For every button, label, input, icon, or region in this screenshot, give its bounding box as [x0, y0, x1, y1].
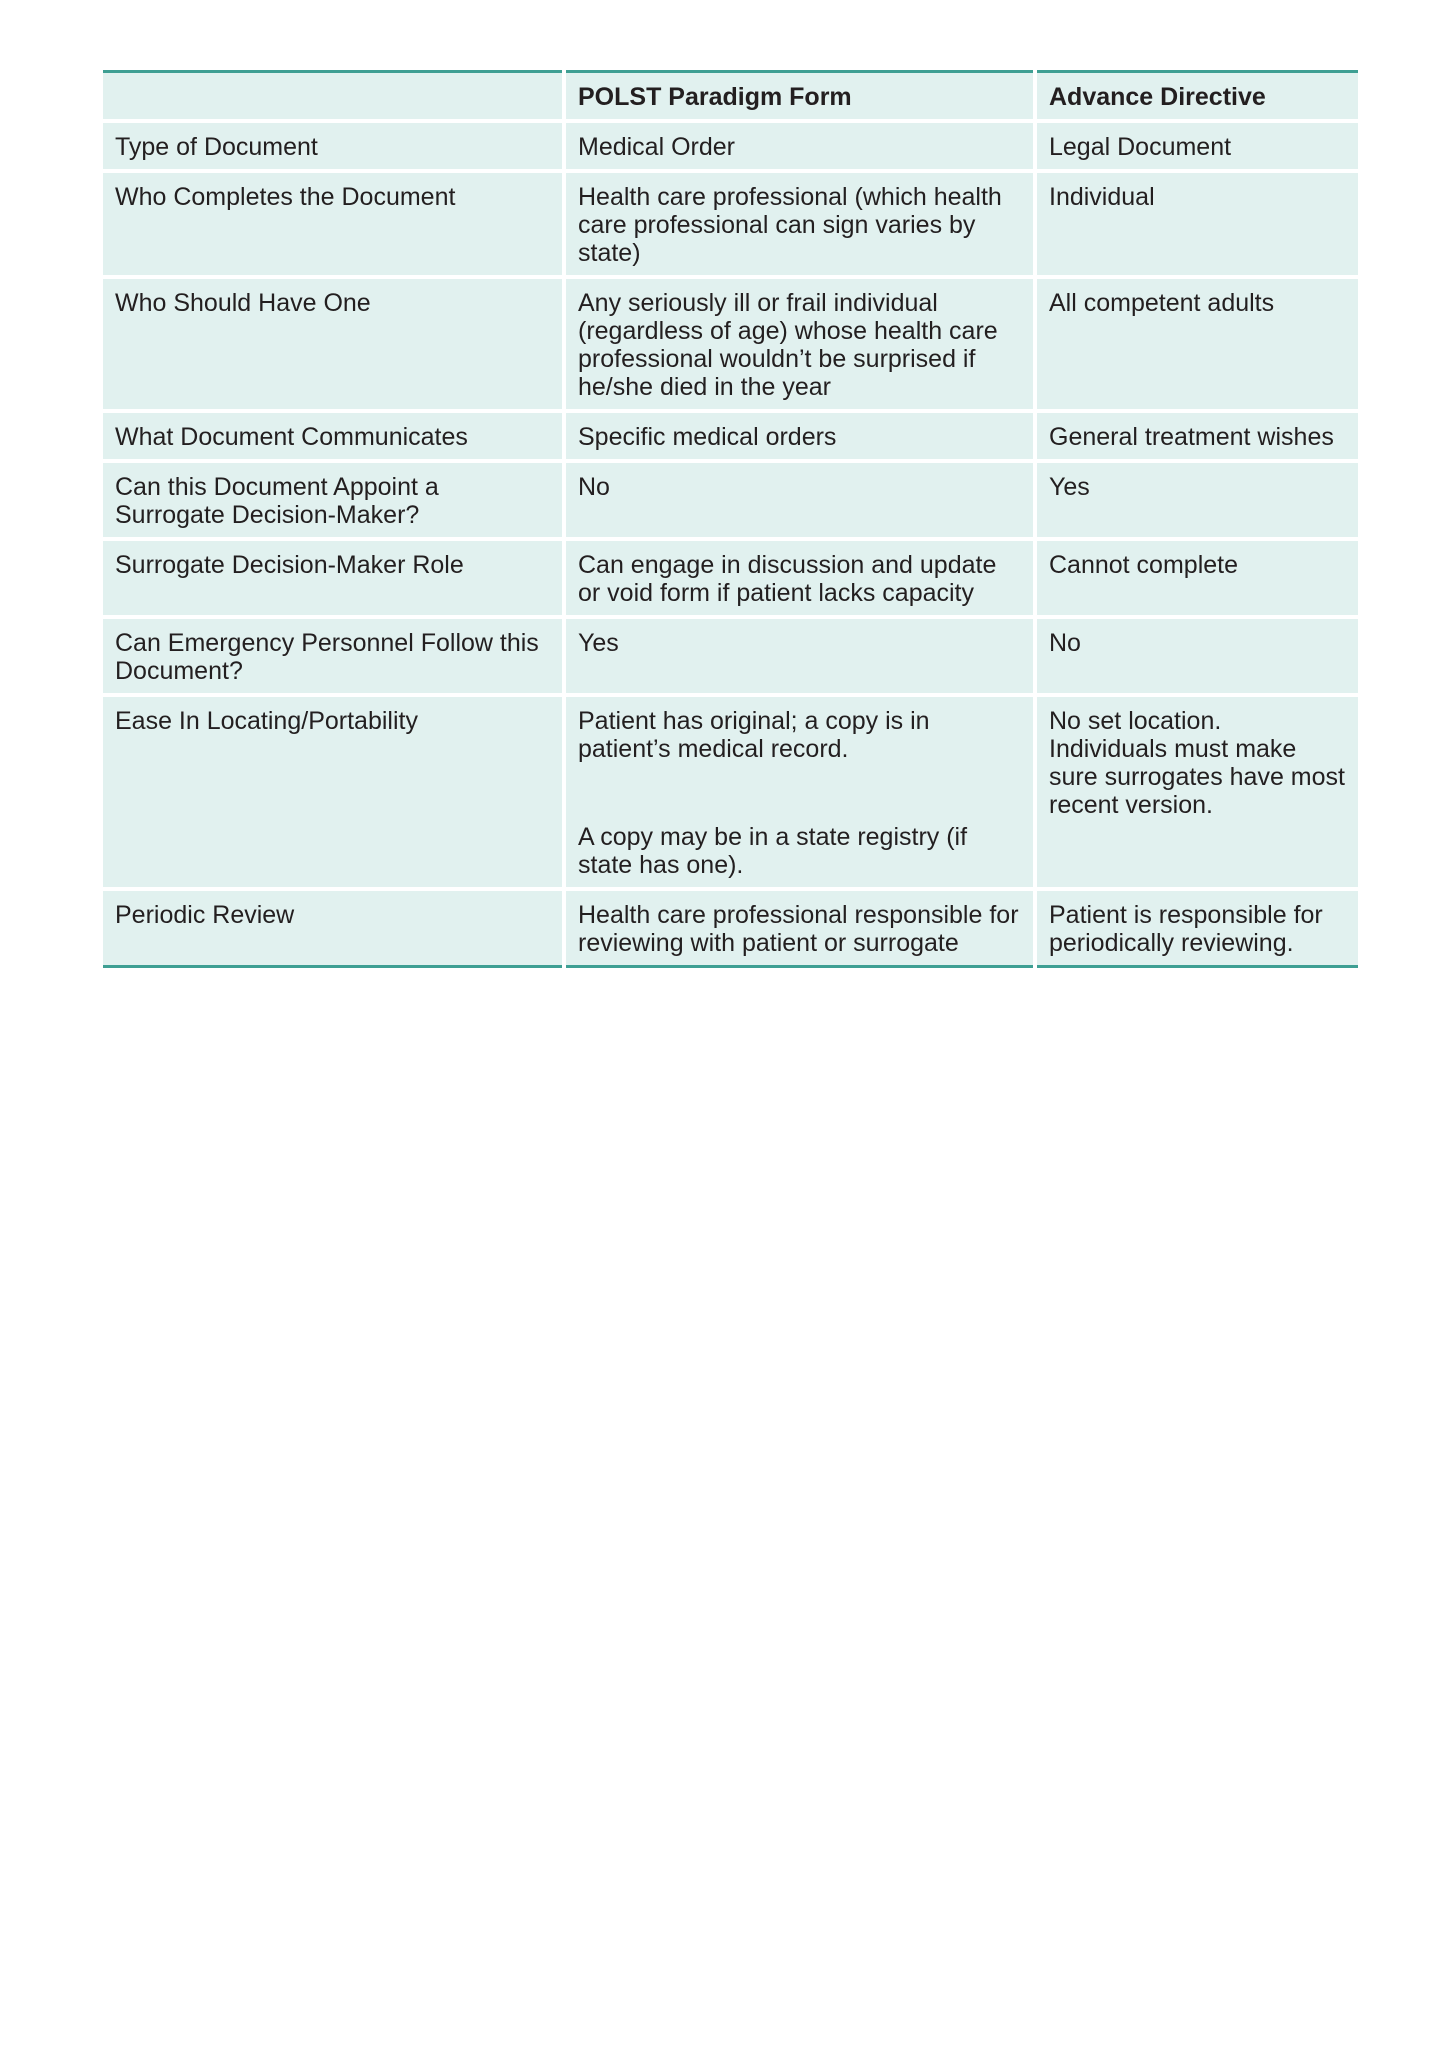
advance-directive-cell: Cannot complete [1035, 539, 1358, 617]
row-label: Can Emergency Personnel Follow this Document? [103, 617, 564, 695]
polst-cell-paragraph-1: Patient has original; a copy is in patient’s medical record. [578, 707, 930, 763]
advance-directive-cell: No set location. Individuals must make sure surrogates have most recent version. [1035, 695, 1358, 889]
polst-cell-paragraph-2: A copy may be in a state registry (if state has one). [578, 823, 968, 879]
advance-directive-cell: No [1035, 617, 1358, 695]
row-label: Can this Document Appoint a Surrogate Decision-Maker? [103, 461, 564, 539]
polst-cell [564, 695, 1035, 889]
row-label: Surrogate Decision-Maker Role [103, 539, 564, 617]
row-label: What Document Communicates [103, 411, 564, 461]
comparison-table [103, 70, 1358, 968]
header-advance-directive: Advance Directive [1035, 72, 1358, 122]
table-row [103, 889, 1358, 967]
table-row [103, 277, 1358, 411]
table-row [103, 411, 1358, 461]
polst-cell: Medical Order [564, 121, 1035, 171]
table-row [103, 171, 1358, 277]
advance-directive-cell: Yes [1035, 461, 1358, 539]
row-label: Ease In Locating/Portability [103, 695, 564, 889]
polst-cell: No [564, 461, 1035, 539]
header-blank [103, 72, 564, 122]
header-polst: POLST Paradigm Form [564, 72, 1035, 122]
polst-cell: Yes [564, 617, 1035, 695]
advance-directive-cell: Patient is responsible for periodically reviewing. [1049, 901, 1323, 957]
row-label: Who Should Have One [103, 277, 564, 411]
advance-directive-cell: All competent adults [1035, 277, 1358, 411]
polst-cell: Health care professional (which health care professional can sign varies by state) [564, 171, 1035, 277]
row-label: Who Completes the Document [103, 171, 564, 277]
header-row [103, 72, 1358, 122]
row-label: Type of Document [103, 121, 564, 171]
polst-cell: Any seriously ill or frail individual (regardless of age) whose health care professional wouldn’t be surprised if he/she died in the year [564, 277, 1035, 411]
polst-cell: Can engage in discussion and update or void form if patient lacks capacity [564, 539, 1035, 617]
table-row [103, 617, 1358, 695]
polst-cell: Health care professional responsible for reviewing with patient or surrogate [564, 889, 1035, 967]
advance-directive-cell: Individual [1035, 171, 1358, 277]
advance-directive-cell: Legal Document [1035, 121, 1358, 171]
table-row [103, 461, 1358, 539]
table-row [103, 539, 1358, 617]
table-row [103, 695, 1358, 889]
row-label: Periodic Review [103, 889, 564, 967]
table-row [103, 121, 1358, 171]
polst-cell: Specific medical orders [564, 411, 1035, 461]
advance-directive-cell: General treatment wishes [1035, 411, 1358, 461]
